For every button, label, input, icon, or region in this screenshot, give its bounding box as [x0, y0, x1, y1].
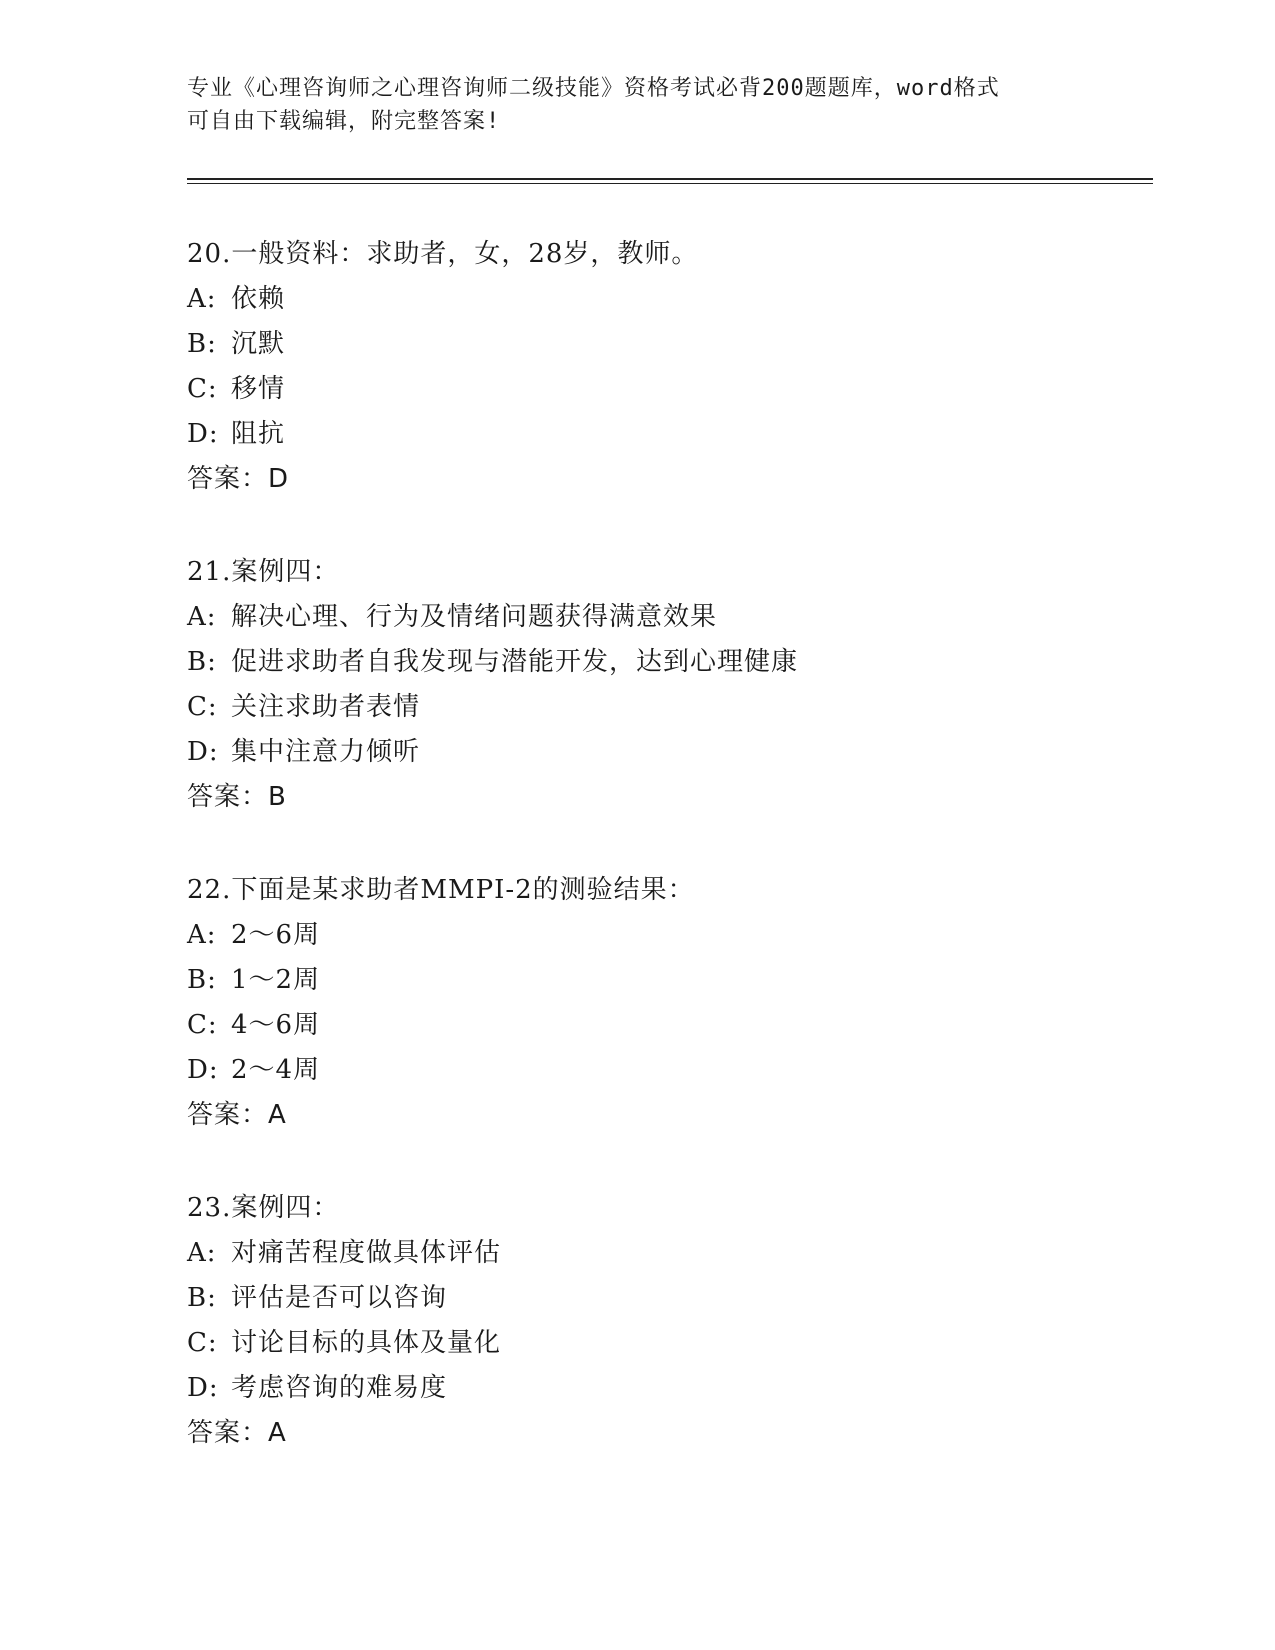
- option-letter: D:: [187, 419, 219, 449]
- option-text: 促进求助者自我发现与潜能开发，达到心理健康: [231, 647, 799, 677]
- option-b: [187, 1276, 1147, 1321]
- option-text: 移情: [231, 374, 286, 404]
- option-text: 依赖: [231, 284, 286, 314]
- question-item: [187, 1186, 1147, 1456]
- option-a: [187, 595, 1147, 640]
- question-title: 21.案例四：: [187, 557, 340, 587]
- option-letter: D:: [187, 1373, 219, 1403]
- option-b: [187, 322, 1147, 367]
- option-text: 考虑咨询的难易度: [231, 1373, 448, 1403]
- question-item: [187, 232, 1147, 502]
- answer-line: 答案：A: [187, 1100, 287, 1130]
- option-text: 讨论目标的具体及量化: [231, 1328, 502, 1358]
- header-divider-thin: [187, 183, 1153, 184]
- option-letter: A:: [187, 602, 217, 632]
- option-c: [187, 1003, 1147, 1048]
- option-text: 评估是否可以咨询: [231, 1283, 448, 1313]
- option-letter: B:: [187, 647, 217, 677]
- option-text: 2～6周: [231, 920, 321, 950]
- header-line-1: 专业《心理咨询师之心理咨询师二级技能》资格考试必背200题题库，word格式: [187, 76, 1000, 101]
- option-text: 对痛苦程度做具体评估: [231, 1238, 502, 1268]
- option-a: [187, 913, 1147, 958]
- option-letter: C:: [187, 374, 218, 404]
- option-letter: D:: [187, 737, 219, 767]
- option-text: 阻抗: [231, 419, 286, 449]
- answer-line: 答案：D: [187, 464, 290, 494]
- option-d: [187, 1366, 1147, 1411]
- header-line-2: 可自由下载编辑，附完整答案!: [187, 109, 501, 134]
- option-letter: B:: [187, 1283, 217, 1313]
- document-header: [187, 72, 1087, 138]
- option-letter: B:: [187, 329, 217, 359]
- header-divider-thick: [187, 178, 1153, 180]
- answer-line: 答案：A: [187, 1418, 287, 1448]
- option-text: 2～4周: [231, 1055, 321, 1085]
- option-letter: C:: [187, 1328, 218, 1358]
- option-text: 4～6周: [231, 1010, 321, 1040]
- option-letter: C:: [187, 692, 218, 722]
- option-letter: C:: [187, 1010, 218, 1040]
- option-text: 沉默: [231, 329, 286, 359]
- question-title: 23.案例四：: [187, 1193, 340, 1223]
- option-text: 1～2周: [231, 965, 321, 995]
- option-letter: A:: [187, 1238, 217, 1268]
- option-a: [187, 277, 1147, 322]
- question-item: [187, 550, 1147, 820]
- option-b: [187, 640, 1147, 685]
- option-letter: D:: [187, 1055, 219, 1085]
- option-c: [187, 685, 1147, 730]
- question-list: [187, 232, 1147, 1504]
- answer-line: 答案：B: [187, 782, 287, 812]
- option-b: [187, 958, 1147, 1003]
- option-c: [187, 367, 1147, 412]
- question-title: 20.一般资料：求助者，女，28岁，教师。: [187, 239, 699, 269]
- question-title: 22.下面是某求助者MMPI-2的测验结果：: [187, 875, 695, 905]
- option-text: 关注求助者表情: [231, 692, 421, 722]
- option-letter: A:: [187, 920, 217, 950]
- option-d: [187, 1048, 1147, 1093]
- option-d: [187, 412, 1147, 457]
- option-d: [187, 730, 1147, 775]
- option-letter: B:: [187, 965, 217, 995]
- option-a: [187, 1231, 1147, 1276]
- question-item: [187, 868, 1147, 1138]
- option-letter: A:: [187, 284, 217, 314]
- option-c: [187, 1321, 1147, 1366]
- option-text: 解决心理、行为及情绪问题获得满意效果: [231, 602, 718, 632]
- option-text: 集中注意力倾听: [231, 737, 421, 767]
